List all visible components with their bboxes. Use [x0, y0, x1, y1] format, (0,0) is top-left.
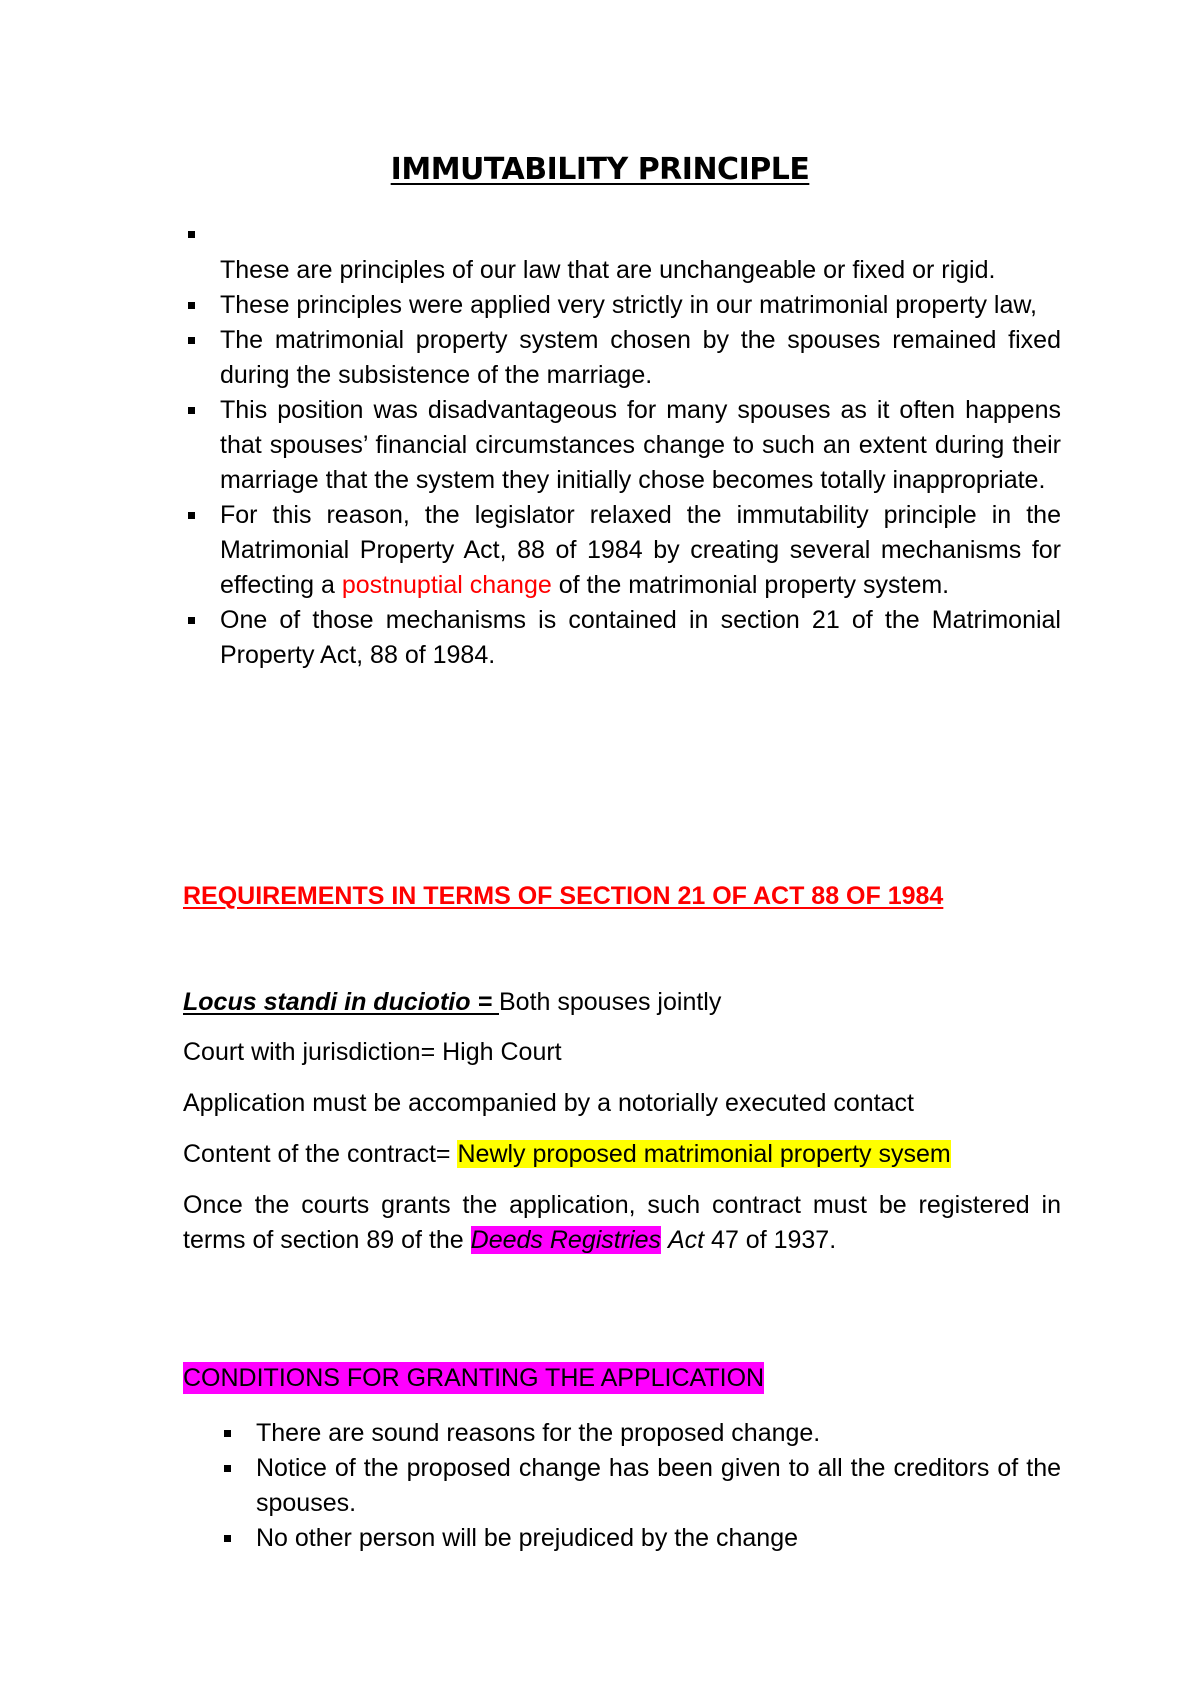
list-item-text: These principles were applied very strictly in our matrimonial property law,	[220, 291, 1037, 319]
postnuptial-change-highlight: postnuptial change	[341, 571, 552, 599]
list-item-text: This position was disadvantageous for many spouses as it often happens that spouses’ financial circumstances change to such an extent during their marriage that the system they initially chose becomes totally inappropriate.	[220, 396, 1061, 494]
list-item-text: Notice of the proposed change has been given to all the creditors of the spouses.	[256, 1454, 1061, 1517]
square-bullet-icon	[188, 512, 195, 519]
application-line: Application must be accompanied by a notorially executed contact	[183, 1089, 914, 1117]
list-item	[220, 221, 1061, 288]
conditions-bullet-list	[256, 1416, 1061, 1556]
court-jurisdiction-line: Court with jurisdiction= High Court	[183, 1038, 562, 1066]
contract-content-highlight: Newly proposed matrimonial property sysem	[457, 1140, 951, 1168]
list-item	[256, 1521, 1061, 1556]
list-item-text: The matrimonial property system chosen by the spouses remained fixed during the subsistence of the marriage.	[220, 326, 1061, 389]
intro-bullet-list	[220, 221, 1061, 673]
list-item	[220, 288, 1061, 323]
registration-text-after: 47 of 1937.	[704, 1226, 837, 1254]
list-item	[256, 1416, 1061, 1451]
act-word: Act	[667, 1226, 705, 1254]
registration-paragraph	[183, 1188, 1061, 1258]
list-item-text: There are sound reasons for the proposed change.	[256, 1419, 821, 1447]
contract-content-label: Content of the contract=	[183, 1140, 458, 1168]
list-item-text-after: of the matrimonial property system.	[551, 571, 950, 599]
square-bullet-icon	[224, 1535, 231, 1542]
locus-standi-value: Both spouses jointly	[499, 988, 722, 1016]
page-title: IMMUTABILITY PRINCIPLE	[390, 152, 810, 187]
deeds-registries-highlight: Deeds Registries	[470, 1226, 662, 1254]
list-item-text: These are principles of our law that are unchangeable or fixed or rigid.	[220, 256, 996, 284]
list-item	[256, 1451, 1061, 1521]
conditions-heading: CONDITIONS FOR GRANTING THE APPLICATION	[183, 1364, 765, 1392]
square-bullet-icon	[224, 1465, 231, 1472]
list-item	[220, 393, 1061, 498]
square-bullet-icon	[188, 407, 195, 414]
square-bullet-icon	[188, 231, 195, 238]
list-item-text-before: For this reason, the legislator relaxed the immutability principle in the Matrimonial Property Act, 88 of 1984 by creating several mechanisms for effecting a	[220, 501, 1061, 599]
list-item	[220, 323, 1061, 393]
square-bullet-icon	[188, 617, 195, 624]
square-bullet-icon	[224, 1430, 231, 1437]
list-item	[220, 498, 1061, 603]
list-item-text	[220, 501, 1061, 599]
locus-standi-label: Locus standi in duciotio =	[183, 988, 499, 1016]
requirements-heading: REQUIREMENTS IN TERMS OF SECTION 21 OF ACT 88 OF 1984	[183, 882, 944, 910]
list-item	[220, 603, 1061, 673]
locus-standi-line	[183, 986, 721, 1018]
registration-text-before: Once the courts grants the application, such contract must be registered in terms of section 89 of the	[183, 1191, 1061, 1254]
list-item-text: One of those mechanisms is contained in section 21 of the Matrimonial Property Act, 88 of 1984.	[220, 606, 1061, 669]
contract-content-line	[183, 1138, 951, 1170]
square-bullet-icon	[188, 302, 195, 309]
list-item-text: No other person will be prejudiced by the change	[256, 1524, 799, 1552]
square-bullet-icon	[188, 337, 195, 344]
